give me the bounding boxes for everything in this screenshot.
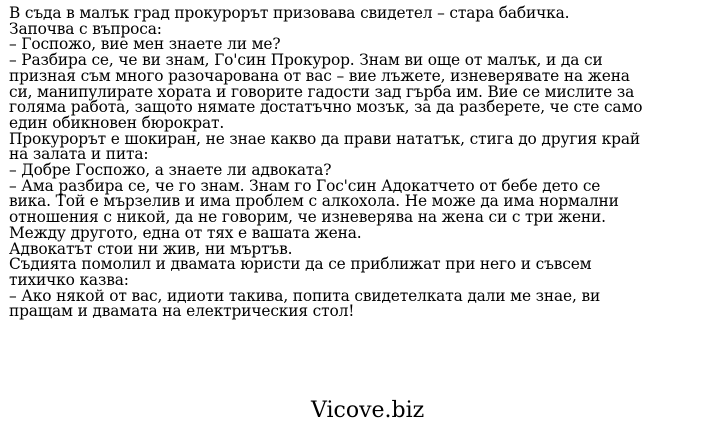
joke-line: Между другото, една от тях е вашата жена. bbox=[9, 223, 362, 242]
joke-line: Адвокатът стои ни жив, ни мъртъв. bbox=[9, 239, 293, 258]
joke-line: – Добре Госпожо, а знаете ли адвоката? bbox=[9, 161, 332, 180]
joke-line: – Разбира се, че ви знам, Го'син Прокурор. Знам ви още от малък, и да си bbox=[9, 51, 603, 70]
joke-line: В съда в малък град прокурорът призовава свидетел – стара бабичка. bbox=[9, 4, 570, 22]
site-watermark: Vicove.biz bbox=[311, 398, 425, 423]
joke-line: отношения с никой, да не говорим, че изневерява на жена си с три жени. bbox=[9, 208, 606, 227]
joke-line: Съдията помолил и двамата юристи да се приближат при него и съвсем bbox=[9, 255, 592, 274]
joke-line: голяма работа, защото нямате достатъчно мозък, за да разберете, че сте само bbox=[9, 98, 643, 117]
joke-line: на залата и пита: bbox=[9, 145, 149, 164]
joke-line: – Госпожо, вие мен знаете ли ме? bbox=[9, 35, 281, 54]
joke-line: Започва с въпроса: bbox=[9, 19, 162, 38]
joke-line: един обикновен бюрократ. bbox=[9, 113, 225, 132]
joke-line: – Ама разбира се, че го знам. Знам го Гос'син Адокатчето от бебе дето се bbox=[9, 176, 601, 195]
joke-line: вика. Той е мързелив и има проблем с алкохола. Не може да има нормални bbox=[9, 192, 619, 211]
joke-line: призная съм много разочарована от вас – вие лъжете, изневерявате на жена bbox=[9, 66, 630, 85]
joke-line: тихичко казва: bbox=[9, 270, 129, 289]
joke-text bbox=[9, 6, 713, 320]
joke-line: – Ако някой от вас, идиоти такива, попита свидетелката дали ме знае, ви bbox=[9, 286, 601, 305]
joke-line: Прокурорът е шокиран, не знае какво да прави нататък, стига до другия край bbox=[9, 129, 640, 148]
joke-line: си, манипулирате хората и говорите гадости зад гърба им. Вие се мислите за bbox=[9, 82, 635, 101]
joke-line: пращам и двамата на електрическия стол! bbox=[9, 302, 355, 321]
